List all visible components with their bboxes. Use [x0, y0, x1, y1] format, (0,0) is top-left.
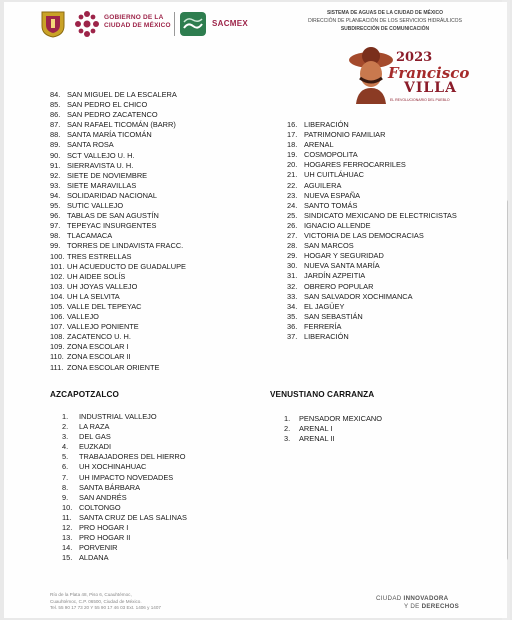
list-item-text: HOGAR Y SEGURIDAD — [304, 251, 384, 261]
list-item-number: 20. — [287, 160, 298, 170]
list-item — [287, 302, 457, 312]
list-item — [287, 170, 457, 180]
list-item-text: SANTA CRUZ DE LAS SALINAS — [79, 512, 187, 522]
list-item — [50, 201, 186, 211]
cdmx-shield-logo — [40, 10, 66, 38]
list-item-number: 32. — [287, 281, 298, 291]
list-item-text: UH LA SELVITA — [67, 291, 120, 301]
list-item-text: SAN PEDRO EL CHICO — [67, 100, 148, 110]
list-item-text: AGUILERA — [304, 180, 342, 190]
list-item — [50, 110, 186, 120]
list-item-number: 87. — [50, 120, 61, 130]
agency-line2: DIRECCIÓN DE PLANEACIÓN DE LOS SERVICIOS HIDRÁULICOS — [308, 18, 462, 24]
list-item-text: PRO HOGAR I — [79, 523, 129, 533]
list-item-number: 6. — [62, 462, 69, 472]
list-item-text: SAN SEBASTIÁN — [304, 311, 363, 321]
list-item — [287, 191, 457, 201]
list-item-text: VALLEJO PONIENTE — [67, 322, 139, 332]
list-item-text: ARENAL — [304, 140, 334, 150]
list-item — [284, 434, 382, 444]
list-item-text: UH IMPACTO NOVEDADES — [79, 472, 174, 482]
list-item-number: 11. — [62, 512, 72, 522]
list-item-number: 29. — [287, 251, 298, 261]
slogan-line1a: CIUDAD — [376, 595, 404, 602]
list-item-number: 100. — [50, 251, 65, 261]
list-item — [287, 120, 457, 130]
list-item — [62, 462, 187, 472]
list-item — [50, 221, 186, 231]
list-item-number: 2. — [284, 424, 291, 434]
list-item-text: SANTA MARÍA TICOMÁN — [67, 130, 152, 140]
list-item-text: TABLAS DE SAN AGUSTÍN — [67, 211, 159, 221]
list-item — [287, 282, 457, 292]
list-item — [287, 160, 457, 170]
list-item — [62, 523, 187, 533]
list-item-number: 111. — [50, 362, 64, 372]
badge-subtitle: EL REVOLUCIONARIO DEL PUEBLO — [390, 98, 450, 102]
list-item-number: 93. — [50, 180, 61, 190]
list-item-number: 110. — [50, 352, 64, 362]
list-item-number: 19. — [287, 150, 298, 160]
list-item-number: 86. — [50, 110, 61, 120]
list-item — [284, 424, 382, 434]
list-item — [50, 262, 186, 272]
list-item — [287, 221, 457, 231]
list-item — [287, 292, 457, 302]
list-item-number: 21. — [287, 170, 298, 180]
list-item-text: LIBERACIÓN — [304, 331, 349, 341]
list-item-text: PATRIMONIO FAMILIAR — [304, 130, 386, 140]
list-item — [50, 90, 186, 100]
gobierno-emblem-icon — [74, 10, 100, 38]
list-item — [50, 363, 186, 373]
footer-address-line1: Río de la Plata 48, Piso 6, Cuauhtémoc, — [50, 592, 132, 597]
list-item-text: IGNACIO ALLENDE — [304, 220, 371, 230]
list-item — [62, 452, 187, 462]
list-item-number: 92. — [50, 170, 61, 180]
list-item-number: 88. — [50, 130, 61, 140]
list-item — [62, 432, 187, 442]
list-item-text: SANTA ROSA — [67, 140, 114, 150]
list-item-number: 3. — [62, 432, 69, 442]
list-item — [287, 231, 457, 241]
list-item-number: 24. — [287, 200, 298, 210]
agency-block — [275, 9, 495, 33]
list-item-text: VICTORIA DE LAS DEMOCRACIAS — [304, 231, 424, 241]
list-item-text: SANTO TOMÁS — [304, 200, 358, 210]
list-item — [62, 553, 187, 563]
list-item-number: 37. — [287, 331, 298, 341]
list-item-number: 91. — [50, 160, 61, 170]
list-item-text: UH XOCHINAHUAC — [79, 462, 147, 472]
list-item-text: COSMOPOLITA — [304, 150, 358, 160]
list-item-text: ZONA ESCOLAR I — [67, 342, 129, 352]
list-item — [62, 442, 187, 452]
document-page — [4, 2, 507, 618]
list-item-number: 107. — [50, 322, 65, 332]
list-item-number: 85. — [50, 100, 61, 110]
sacmex-wordmark: SACMEX — [212, 19, 249, 28]
list-item — [50, 120, 186, 130]
badge-name-francisco: Francisco — [388, 64, 470, 82]
list-item-text: TLACAMACA — [67, 231, 113, 241]
slogan-line1b: INNOVADORA — [403, 595, 449, 602]
list-item-number: 101. — [50, 261, 65, 271]
list-item-text: UH JOYAS VALLEJO — [67, 281, 138, 291]
list-item-text: EUZKADI — [79, 442, 112, 452]
list-item-number: 99. — [50, 241, 61, 251]
list-item — [62, 493, 187, 503]
list-item — [50, 241, 186, 251]
list-item — [287, 271, 457, 281]
list-item-text: OBRERO POPULAR — [304, 281, 374, 291]
list-item-text: ZONA ESCOLAR II — [67, 352, 131, 362]
list-item-text: COLTONGO — [79, 502, 121, 512]
list-item-text: TRES ESTRELLAS — [67, 251, 132, 261]
section-title-azcapotzalco: AZCAPOTZALCO — [50, 390, 119, 399]
agency-line1: SISTEMA DE AGUAS DE LA CIUDAD DE MÉXICO — [326, 10, 444, 16]
list-item-text: NUEVA ESPAÑA — [304, 190, 360, 200]
list-item-text: LA RAZA — [79, 422, 110, 432]
list-item — [62, 483, 187, 493]
list-item-text: SIERRAVISTA U. H. — [67, 160, 134, 170]
list-item-text: HOGARES FERROCARRILES — [304, 160, 406, 170]
list-item-number: 9. — [62, 492, 69, 502]
list-item-number: 97. — [50, 221, 61, 231]
list-item — [50, 130, 186, 140]
list-item-number: 90. — [50, 150, 61, 160]
list-item-text: SANTA BÁRBARA — [79, 482, 141, 492]
badge-name-villa: VILLA — [404, 80, 457, 96]
list-item-number: 31. — [287, 271, 298, 281]
list-item-text: ARENAL II — [299, 434, 335, 444]
list-item — [287, 140, 457, 150]
list-item — [50, 302, 186, 312]
list-item-number: 34. — [287, 301, 298, 311]
list-item-number: 22. — [287, 180, 298, 190]
list-item-number: 1. — [284, 414, 291, 423]
list-item — [287, 322, 457, 332]
list-item-text: SIETE DE NOVIEMBRE — [67, 170, 148, 180]
list-item-text: ARENAL I — [299, 424, 333, 434]
list-item-text: PORVENIR — [79, 543, 118, 553]
letterhead — [4, 2, 507, 44]
list-item — [50, 191, 186, 201]
list-item — [287, 201, 457, 211]
list-item-text: SINDICATO MEXICANO DE ELECTRICISTAS — [304, 210, 457, 220]
list-item — [287, 150, 457, 160]
list-item-number: 18. — [287, 140, 298, 150]
list-item — [50, 231, 186, 241]
list-item — [50, 322, 186, 332]
list-item — [50, 140, 186, 150]
list-item-text: ALDANA — [79, 553, 109, 563]
list-item-number: 26. — [287, 220, 298, 230]
list-item-number: 36. — [287, 321, 298, 331]
list-item — [62, 543, 187, 553]
list-item-text: VALLEJO — [67, 312, 99, 322]
list-item-text: PENSADOR MEXICANO — [299, 414, 382, 423]
list-item-text: SAN RAFAEL TICOMÁN (BARR) — [67, 120, 176, 130]
list-item — [287, 332, 457, 342]
list-item-text: EL JAGÜEY — [304, 301, 345, 311]
list-item-number: 16. — [287, 120, 298, 129]
list-item-number: 2. — [62, 422, 69, 432]
list-item-text: SCT VALLEJO U. H. — [67, 150, 135, 160]
list-item-number: 98. — [50, 231, 61, 241]
list-item — [62, 412, 187, 422]
list-item — [50, 352, 186, 362]
list-item-text: UH CUITLÁHUAC — [304, 170, 364, 180]
list-item — [287, 251, 457, 261]
footer-address — [50, 592, 161, 612]
slogan-line2a: Y DE — [404, 603, 422, 610]
list-item-text: TRABAJADORES DEL HIERRO — [79, 452, 186, 462]
list-item — [62, 503, 187, 513]
gobierno-wordmark — [104, 14, 171, 30]
list-item-number: 17. — [287, 130, 298, 140]
list-item-number: 33. — [287, 291, 298, 301]
list-item — [62, 473, 187, 483]
sacmex-logo-icon — [179, 11, 207, 37]
list-item-text: VALLE DEL TEPEYAC — [67, 301, 142, 311]
badge-year: 2023 — [396, 50, 433, 65]
list-item — [287, 181, 457, 191]
list-item-number: 1. — [62, 412, 69, 421]
francisco-villa-2023-badge — [348, 46, 468, 106]
venustiano-carranza-list — [284, 414, 382, 444]
list-item — [287, 312, 457, 322]
list-item — [50, 252, 186, 262]
list-item-text: JARDÍN AZPEITIA — [304, 271, 366, 281]
list-item-text: UH ACUEDUCTO DE GUADALUPE — [67, 261, 186, 271]
list-item-text: SIETE MARAVILLAS — [67, 180, 137, 190]
list-item — [50, 332, 186, 342]
list-item — [50, 181, 186, 191]
list-item — [62, 422, 187, 432]
list-item-number: 30. — [287, 261, 298, 271]
list-item-text: SAN MARCOS — [304, 241, 354, 251]
list-item-text: NUEVA SANTA MARÍA — [304, 261, 380, 271]
list-item-text: ZACATENCO U. H. — [67, 332, 131, 342]
list-item-number: 89. — [50, 140, 61, 150]
list-item-text: FERRERÍA — [304, 321, 342, 331]
list-item-number: 108. — [50, 332, 65, 342]
list-item — [287, 211, 457, 221]
list-item-number: 95. — [50, 201, 61, 211]
list-item-number: 8. — [62, 482, 69, 492]
list-item-number: 103. — [50, 281, 65, 291]
list-item-text: TORRES DE LINDAVISTA FRACC. — [67, 241, 184, 251]
list-item-number: 27. — [287, 231, 298, 241]
footer-slogan — [376, 595, 459, 611]
list-item-text: SAN SALVADOR XOCHIMANCA — [304, 291, 413, 301]
list-item — [50, 272, 186, 282]
colonias-list-left — [50, 90, 186, 373]
list-item-number: 5. — [62, 452, 69, 462]
list-item — [50, 151, 186, 161]
list-item-number: 7. — [62, 472, 69, 482]
list-item-text: ZONA ESCOLAR ORIENTE — [67, 362, 160, 372]
section-title-venustiano-carranza: VENUSTIANO CARRANZA — [270, 390, 375, 399]
list-item — [50, 312, 186, 322]
list-item-number: 12. — [62, 523, 73, 533]
list-item — [50, 292, 186, 302]
logo-divider — [174, 12, 175, 36]
list-item-number: 3. — [284, 434, 291, 444]
list-item-number: 13. — [62, 533, 73, 543]
list-item-number: 106. — [50, 312, 65, 322]
list-item-number: 94. — [50, 190, 61, 200]
list-item — [50, 171, 186, 181]
list-item — [287, 261, 457, 271]
gob-line2: CIUDAD DE MÉXICO — [104, 22, 171, 29]
list-item — [50, 161, 186, 171]
list-item — [284, 414, 382, 424]
list-item — [287, 241, 457, 251]
list-item — [287, 130, 457, 140]
list-item-text: SUTIC VALLEJO — [67, 201, 124, 211]
list-item-number: 10. — [62, 502, 73, 512]
list-item — [50, 282, 186, 292]
azcapotzalco-list — [62, 412, 187, 563]
list-item-number: 28. — [287, 241, 298, 251]
list-item-text: TEPEYAC INSURGENTES — [67, 221, 157, 231]
list-item-number: 102. — [50, 271, 65, 281]
list-item-text: DEL GAS — [79, 432, 111, 442]
list-item-text: SAN MIGUEL DE LA ESCALERA — [67, 90, 177, 99]
list-item-text: INDUSTRIAL VALLEJO — [79, 412, 157, 421]
list-item-text: LIBERACIÓN — [304, 120, 349, 129]
list-item-number: 35. — [287, 311, 298, 321]
list-item-number: 23. — [287, 190, 298, 200]
list-item-number: 14. — [62, 543, 73, 553]
list-item — [50, 100, 186, 110]
list-item-number: 4. — [62, 442, 69, 452]
footer-address-line2: Cuauhtémoc, C.P. 06500, Ciudad de México. — [50, 598, 142, 604]
footer-address-line3: Tel. 55 90 17 73 20 Y 55 90 17 46 03 Ext. 1406 y 1407 — [50, 605, 161, 610]
list-item-number: 84. — [50, 90, 61, 99]
list-item-number: 15. — [62, 553, 73, 563]
list-item-number: 25. — [287, 210, 298, 220]
agency-line3: SUBDIRECCIÓN DE COMUNICACIÓN — [340, 26, 430, 32]
list-item — [50, 211, 186, 221]
slogan-line2b: DERECHOS — [421, 603, 460, 610]
gob-line1: GOBIERNO DE LA — [104, 14, 164, 21]
list-item — [62, 533, 187, 543]
colonias-list-right — [287, 120, 457, 342]
list-item-number: 109. — [50, 342, 65, 352]
list-item-number: 105. — [50, 301, 65, 311]
list-item-text: PRO HOGAR II — [79, 533, 131, 543]
list-item-text: SOLIDARIDAD NACIONAL — [67, 190, 157, 200]
list-item-text: SAN PEDRO ZACATENCO — [67, 110, 158, 120]
list-item — [62, 513, 187, 523]
list-item — [50, 342, 186, 352]
list-item-number: 104. — [50, 291, 65, 301]
list-item-text: UH AIDEE SOLÍS — [67, 271, 126, 281]
list-item-text: SAN ANDRÉS — [79, 492, 127, 502]
list-item-number: 96. — [50, 211, 61, 221]
